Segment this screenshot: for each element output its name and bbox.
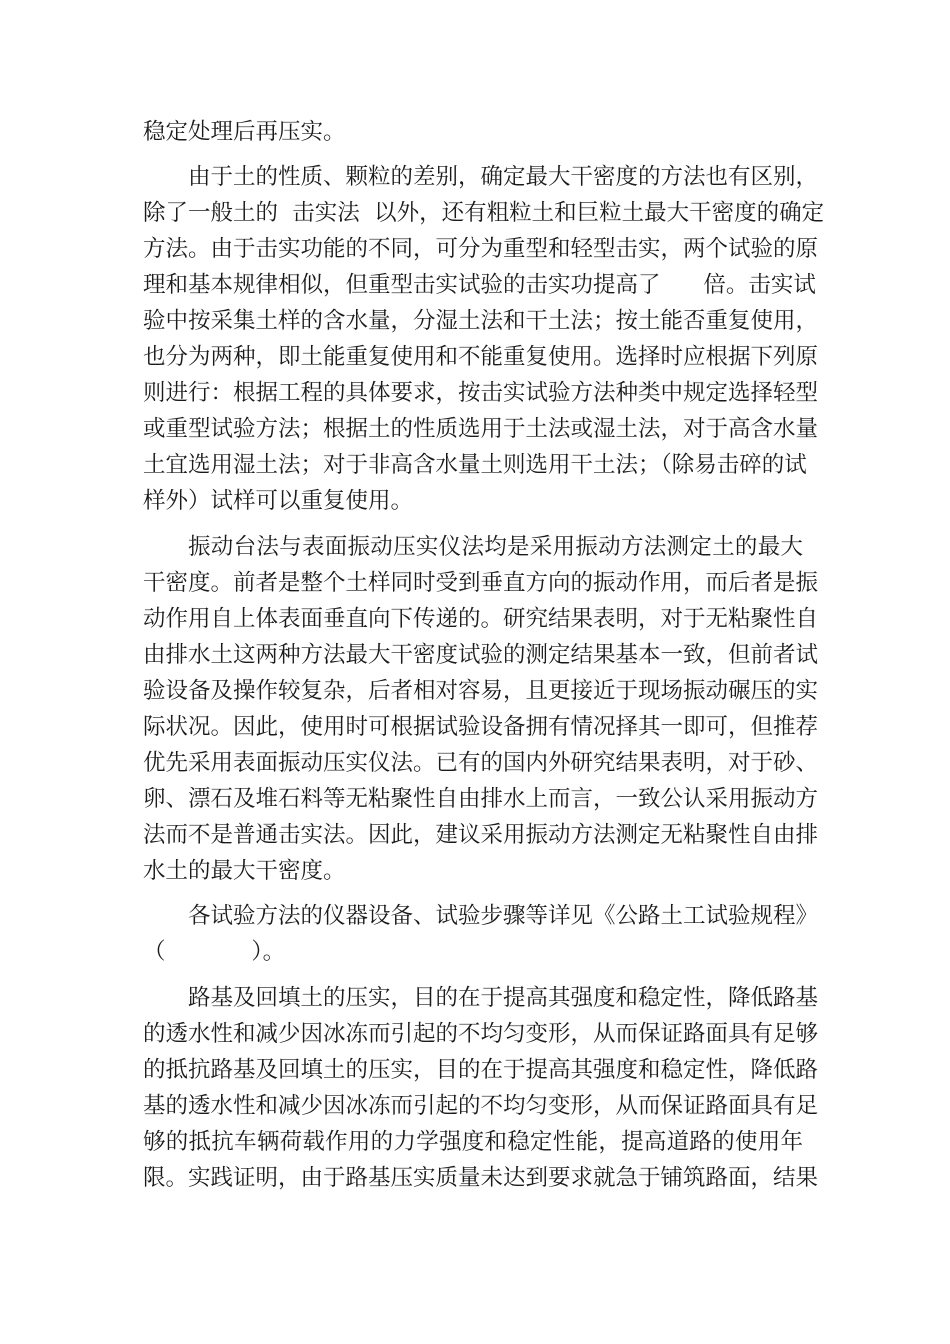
text-line: （ ）。: [143, 939, 286, 965]
text-line: 优先采用表面振动压实仪法。已有的国内外研究结果表明，对于砂、: [143, 750, 819, 776]
text-line: 振动台法与表面振动压实仪法均是采用振动方法测定土的最大: [188, 534, 803, 560]
text-line: 除了一般土的 击实法 以外，还有粗粒土和巨粒土最大干密度的确定: [143, 200, 825, 226]
text-line: 土宜选用湿土法；对于非高含水量土则选用干土法；（除易击碎的试: [143, 452, 807, 478]
text-line: 各试验方法的仪器设备、试验步骤等详见《公路土工试验规程》: [188, 903, 819, 929]
text-line: 由排水土这两种方法最大干密度试验的测定结果基本一致，但前者试: [143, 642, 819, 668]
text-line: 够的抵抗车辆荷载作用的力学强度和稳定性能，提高道路的使用年: [143, 1129, 803, 1155]
text-line: 的透水性和减少因冰冻而引起的不均匀变形，从而保证路面具有足够: [143, 1021, 819, 1047]
text-line: 样外）试样可以重复使用。: [143, 488, 414, 514]
text-line: 水土的最大干密度。: [143, 858, 346, 884]
text-line: 验设备及操作较复杂，后者相对容易，且更接近于现场振动碾压的实: [143, 678, 819, 704]
text-line: 也分为两种，即土能重复使用和不能重复使用。选择时应根据下列原: [143, 344, 819, 370]
text-line: 干密度。前者是整个土样同时受到垂直方向的振动作用，而后者是振: [143, 570, 819, 596]
text-line: 法而不是普通击实法。因此，建议采用振动方法测定无粘聚性自由排: [143, 822, 819, 848]
text-line: 限。实践证明，由于路基压实质量未达到要求就急于铺筑路面，结果: [143, 1165, 819, 1191]
text-line: 稳定处理后再压实。: [143, 119, 346, 145]
text-line: 际状况。因此，使用时可根据试验设备拥有情况择其一即可，但推荐: [143, 714, 819, 740]
text-line: 路基及回填土的压实，目的在于提高其强度和稳定性，降低路基: [188, 985, 819, 1011]
text-line: 基的透水性和减少因冰冻而引起的不均匀变形，从而保证路面具有足: [143, 1093, 819, 1119]
text-line: 则进行：根据工程的具体要求，按击实试验方法种类中规定选择轻型: [143, 380, 819, 406]
text-line: 动作用自上体表面垂直向下传递的。研究结果表明，对于无粘聚性自: [143, 606, 819, 632]
text-line: 由于土的性质、颗粒的差别，确定最大干密度的方法也有区别，: [188, 164, 819, 190]
text-line: 的抵抗路基及回填土的压实，目的在于提高其强度和稳定性，降低路: [143, 1057, 819, 1083]
text-line: 验中按采集土样的含水量，分湿土法和干土法；按土能否重复使用，: [143, 308, 819, 334]
text-line: 卵、漂石及堆石料等无粘聚性自由排水上而言，一致公认采用振动方: [143, 786, 819, 812]
text-line: 或重型试验方法；根据土的性质选用于土法或湿土法，对于高含水量: [143, 416, 819, 442]
text-line: 理和基本规律相似，但重型击实试验的击实功提高了 倍。击实试: [143, 272, 816, 298]
text-line: 方法。由于击实功能的不同，可分为重型和轻型击实，两个试验的原: [143, 236, 819, 262]
